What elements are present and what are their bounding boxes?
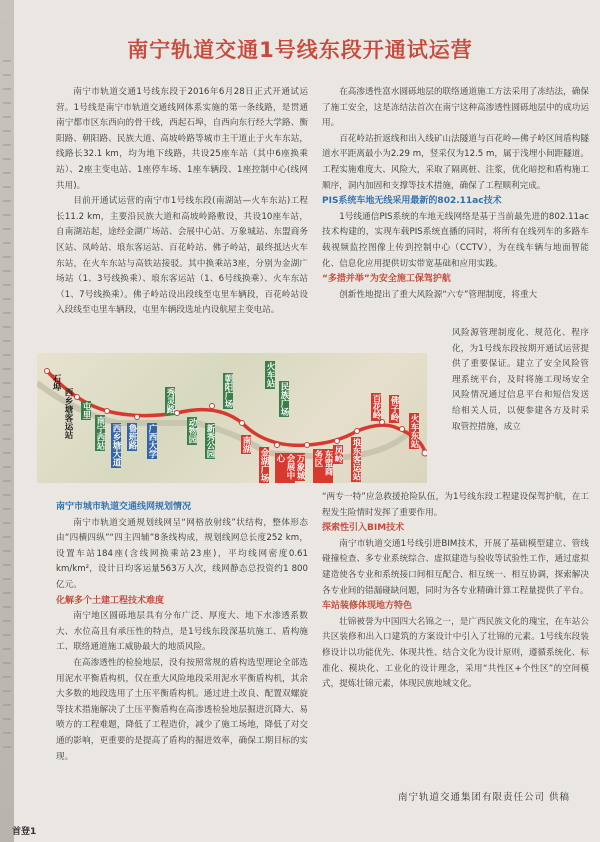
safety-lead: 创新性地提出了重大风险源“六专”管理制度，将重大 — [339, 289, 538, 300]
pis-paragraph: 1号线通信PIS系统的车地无线网络是基于当前最先进的802.11ac技术构建的，实现车载PIS系统直播的同时，将所有在线列车的多路车载视频监控图像上传到控制中心（CCTV），为在线车辆与地面智能化、信息化应用提供切实带宽基础和应用实践。 — [322, 211, 589, 269]
map-label: 万象城 — [295, 454, 305, 480]
map-label: 南湖 — [241, 436, 251, 453]
map-label: 百花岭 — [371, 394, 381, 420]
map-label: 凤岭 — [333, 446, 343, 463]
line-map — [37, 353, 427, 483]
freezing-method-paragraph: 在高渗透性富水圆砾地层的联络通道施工方法采用了冻结法，确保了施工安全，这是冻结法首次在南宁这种高渗透性圆砾地层中的成功运用。 — [322, 87, 589, 129]
east-section-paragraph: 目前开通试运营的南宁市1号线东段(南湖站—火车东站)工程长11.2 km，主要沿民族大道和高坡岭路敷设，共设10座车站，自南湖站起，途经金湖广场站、会展中心站、万象城站、东盟商务区站、凤岭站、埌东客运站、百花岭站、佛子岭站，最终抵达火车东站，在火车东站与高铁站接驳。其中换乘站3座，分别为金湖广场站（1、3号线换乘）、埌东客运站（1、6号线换乘）、火车东站（1、7号线换乘）。佛子岭站设出段线至屯里车辆段，百花岭站设入段线至屯里车辆段，屯里车辆段选址内设航屋主变电站。 — [56, 196, 308, 316]
bim-paragraph: 南宁市轨道交通1号线引进BIM技术，开展了基础模型建立、管线碰撞检查、多专业系统综合、虚拟建造与验收等试验性工作，通过虚拟建造使各专业和系统接口间相互配合、相互统一、相互协调，探索解决各专业间的错漏碰缺问题，同时为各专业精确计算工程量提供了平台。 — [322, 538, 589, 596]
decoration-paragraph: 壮锦被誉为中国四大名锦之一，是广西民族文化的瑰宝，在车站公共区装修和出入口建筑的方案设计中引入了壮锦的元素。1号线东段装修设计以功能优先、体现共性、结合文化为设计原则，遵循系统化、标准化、模块化、工业化的设计理念，采用“共性区+个性区”的空间模式，提炼壮锦元素，体现民族地域文化。 — [322, 616, 589, 690]
map-label: 民族广场 — [279, 382, 289, 416]
difficulty-paragraph-1: 南宁地区圆砾地层具有分布广泛、厚度大、地下水渗透系数大、水位高且有承压性的特点，是1号线东段深基坑施工、盾构施工、联络通道施工威胁最大的地质风险。 — [56, 611, 308, 653]
map-label: 屯里 — [81, 402, 91, 419]
map-label: 火车站 — [265, 362, 275, 388]
difficulty-heading: 化解多个土建工程技术难度 — [56, 595, 165, 606]
bim-heading: 探索性引入BIM技术 — [322, 523, 405, 534]
map-label: 会展中心 — [275, 453, 295, 483]
map-label: 东盟商务区 — [313, 449, 333, 483]
pis-heading: PIS系统车地无线采用最新的802.11ac技术 — [322, 196, 502, 207]
safety-tail: “两专一特”应急救援抢险队伍，为1号线东段工程建设保驾护航，在工程发生险情时发挥了重要作用。 — [322, 492, 589, 518]
right-column-bottom — [322, 490, 589, 693]
map-label: 埌东客运站 — [351, 438, 361, 481]
map-label: 石埠 — [51, 374, 61, 391]
intro-paragraph: 南宁市轨道交通1号线东段于2016年6月28日正式开通试运营。1号线是南宁市轨道交通线网体系实施的第一条线路，是贯通南宁都市区东西向的骨干线，西起石埠，自西向东行经大学路、衡阳路、朝阳路、民族大道、高坡岭路等城市主干道止于火车东站，线路长32.1 km，均为地下线路，共设25座车站（其中6座换乘站）、2座主变电站、1座停车场、1座车辆段、1座控制中心(线网共用)。 — [56, 87, 308, 191]
map-label: 金湖广场 — [259, 448, 269, 482]
decoration-heading: 车站装修体现地方特色 — [322, 601, 413, 612]
map-label: 秀灵路 — [165, 388, 175, 414]
safety-wrap-column — [452, 326, 589, 435]
map-label: 西乡塘客运站 — [63, 388, 73, 439]
right-column-top — [322, 85, 589, 303]
map-label: 新秀公园 — [205, 424, 215, 458]
source-credit: 南宁轨道交通集团有限责任公司 供稿 — [397, 792, 570, 803]
map-label: 动物园 — [187, 418, 197, 444]
map-label: 朝阳广场 — [223, 374, 233, 408]
difficulty-paragraph-2: 在高渗透性的检验地层，没有按照常规的盾构选型理论全部选用泥水平衡盾构机，仅在重大风险地段采用泥水平衡盾构机，其余大多数的地段选用了土压平衡盾构机。通过进土改良、配置双螺旋等技术措施解决了土压平衡盾构在高渗透检验地层掘进沉降大、易喷方的工程难题，降低了工程造价，减少了施工场地，降低了对交通的影响，更重要的是提高了盾构的掘进效率，确保工期目标的实现。 — [56, 657, 308, 762]
map-label: 西乡塘大道 — [111, 424, 121, 467]
map-label: 火车东站 — [409, 414, 419, 448]
page-number: 首登1 — [12, 827, 37, 837]
left-column-top — [56, 85, 308, 319]
safety-wrap-text: 风险源管理制度化、规范化、程序化，为1号线东段按期开通试运营提供了重要保证。建立了安全风险管理系统平台，及时将施工现场安全风险情况通过信息平台和短信发送给相关人员，以便参建各方及时采取管控措施，成立 — [452, 328, 589, 432]
planning-paragraph: 南宁市轨道交通规划线网呈“网格放射线”状结构，整体形态由“四横四纵”“四主四辅”8条线构成，规划线网总长度252 km，设置车站184座(含线网换乘站23座)，平均线网密度0.61 km/km²，设计日均客运量563万人次，线网静态总投资约1 800亿元。 — [56, 517, 308, 590]
left-column-bottom — [56, 500, 308, 765]
map-label: 南宁西站 — [95, 416, 105, 450]
map-label: 广西大学 — [147, 424, 157, 458]
map-label: 鲁班路 — [127, 424, 137, 450]
map-label: 佛子岭 — [389, 396, 399, 422]
safety-heading: “多措并举”为安全施工保驾护航 — [322, 274, 451, 285]
tunnel-paragraph: 百花岭站折返线和出入线矿山法隧道与百花岭—佛子岭区间盾构隧道水平距离最小为2.29 m，竖采仅为12.5 m，属于浅埋小间距隧道。工程实施难度大、风险大，采取了隔离桩、注浆，优化暗挖和盾构施工顺序，洞内加固和支撑等技术措施，确保了工程顺利完成。 — [322, 133, 589, 191]
article-title: 南宁轨道交通1号线东段开通试运营 — [127, 38, 473, 62]
page-binding-strip — [0, 0, 14, 842]
planning-heading: 南宁市城市轨道交通线网规划情况 — [56, 502, 192, 512]
